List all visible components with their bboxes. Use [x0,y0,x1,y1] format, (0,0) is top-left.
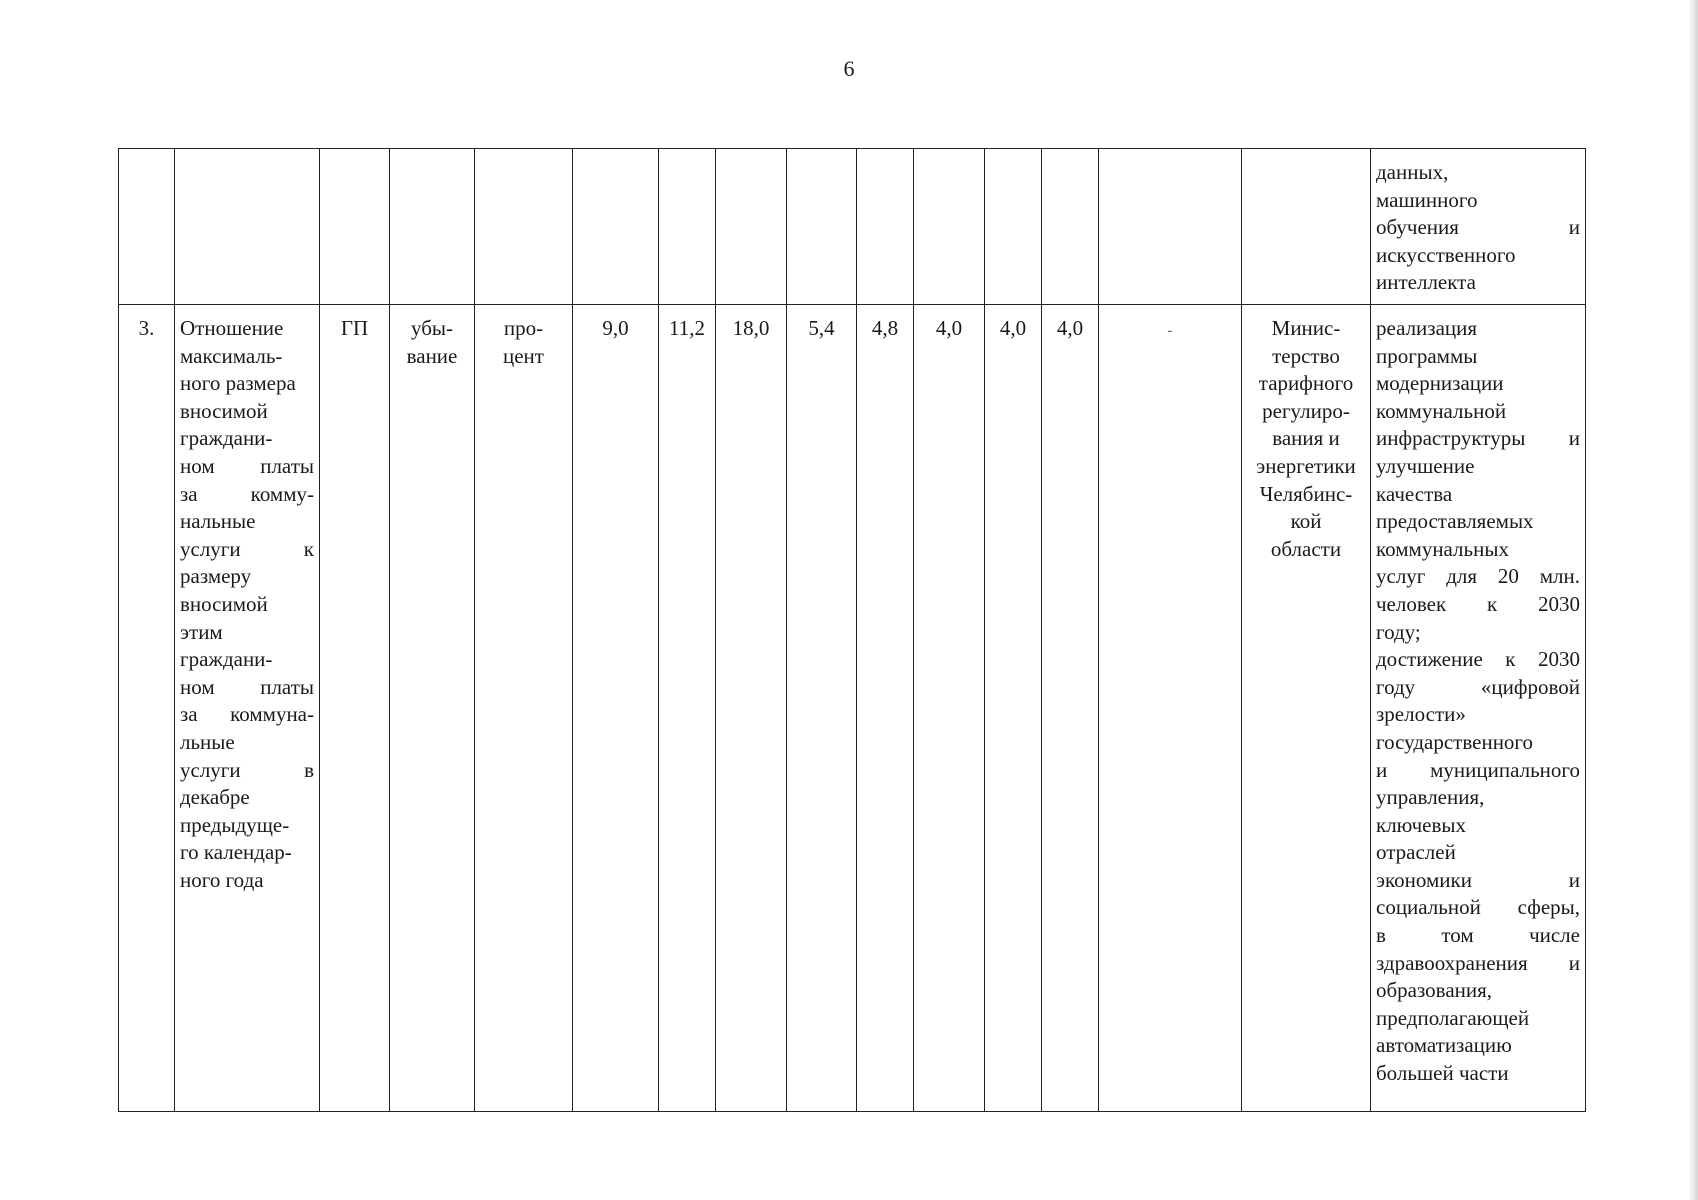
text-line: ного года [180,867,264,892]
text-line: регулиро- [1262,398,1350,423]
text-line: экономики и [1376,867,1580,892]
text-line: услуги к [180,536,314,561]
cell-empty [119,149,175,305]
table-row-continuation [119,149,1586,305]
text-line: вносимой [180,398,268,423]
value-cell: 11,2 [659,305,716,1112]
cell-empty [1242,149,1371,305]
cell-empty [573,149,659,305]
text-line: обучения и [1376,215,1580,240]
value-cell: 9,0 [573,305,659,1112]
text-line: человек к 2030 [1376,591,1580,616]
cell-empty [1042,149,1099,305]
value-cell: 4,8 [857,305,914,1112]
text-line: терство [1272,343,1340,368]
text-line: большей части [1376,1061,1509,1086]
text-line: инфраструктуры и [1376,426,1580,451]
cell-empty [390,149,475,305]
cell-empty [475,149,573,305]
text-line: достижение к 2030 [1376,647,1580,672]
goal-text [1376,315,1580,1088]
text-line: льные [180,729,235,754]
text-line: социальной сферы, [1376,895,1580,920]
text-line: Отношение [180,316,284,340]
row-number: 3. [119,305,175,1112]
text-line: области [1270,536,1342,561]
cell-empty [716,149,787,305]
indicator-name [175,305,320,1112]
goal-continuation-text [1376,159,1580,297]
text-line: зрелости» [1376,702,1466,727]
scan-edge [1688,0,1698,1200]
indicators-table [118,148,1586,1112]
value-cell: 5,4 [787,305,857,1112]
text-line: предоставляемых [1376,509,1534,534]
indicator-name-text [180,315,314,894]
text-line: данных, [1376,160,1449,184]
text-line: го календар- [180,840,292,865]
text-line: кой [1290,509,1322,534]
cell-empty [857,149,914,305]
indicator-unit-text [480,315,567,370]
text-line: машинного [1376,187,1478,212]
text-line: тарифного [1258,371,1354,396]
text-line: году; [1376,619,1421,644]
responsible-text [1247,315,1365,563]
value-cell: 4,0 [1042,305,1099,1112]
text-line: про- [503,316,544,340]
text-line: граждани- [180,426,273,451]
text-line: вносимой [180,591,268,616]
text-line: году «цифровой [1376,674,1580,699]
link-dash: - [1167,322,1173,339]
cell-empty [985,149,1042,305]
text-line: этим [180,619,223,644]
indicator-trend-text [395,315,469,370]
text-line: энергетики [1256,453,1356,478]
text-line: предыдуще- [180,812,290,837]
text-line: отраслей [1376,840,1456,865]
indicator-unit [475,305,573,1112]
value-cell: 18,0 [716,305,787,1112]
text-line: предполагающей [1376,1005,1530,1030]
cell-empty [787,149,857,305]
value-cell: 4,0 [985,305,1042,1112]
text-line: за комму- [180,481,314,506]
text-line: за коммуна- [180,702,314,727]
text-line: максималь- [180,343,283,368]
text-line: коммунальных [1376,536,1509,561]
text-line: ном платы [180,453,314,478]
text-line: нальные [180,509,256,534]
text-line: автоматизацию [1376,1033,1512,1058]
text-line: реализация [1376,316,1478,340]
cell-empty [1099,149,1242,305]
text-line: интеллекта [1376,270,1476,295]
text-line: программы [1376,343,1478,368]
cell-goal-continuation [1371,149,1586,305]
text-line: граждани- [180,647,273,672]
indicator-level: ГП [320,305,390,1112]
text-line: и муниципального [1376,757,1580,782]
text-line: коммунальной [1376,398,1507,423]
text-line: ного размера [180,371,296,396]
text-line: модернизации [1376,371,1504,396]
text-line: управления, [1376,785,1485,810]
text-line: искусственного [1376,242,1516,267]
goal-cell [1371,305,1586,1112]
cell-empty [175,149,320,305]
cell-empty [320,149,390,305]
text-line: услуг для 20 млн. [1376,564,1580,589]
indicator-trend [390,305,475,1112]
text-line: услуги в [180,757,314,782]
text-line: здравоохранения и [1376,950,1580,975]
responsible-cell [1242,305,1371,1112]
page-number: 6 [843,56,855,81]
text-line: Минис- [1271,316,1341,340]
text-line: Челябинс- [1259,481,1353,506]
text-line: государственного [1376,729,1534,754]
text-line: вания и [1272,426,1340,451]
link-cell [1099,305,1242,1112]
cell-empty [659,149,716,305]
text-line: цент [503,343,544,368]
text-line: убы- [410,316,453,340]
table-row [119,305,1586,1112]
text-line: ключевых [1376,812,1466,837]
text-line: качества [1376,481,1453,506]
cell-empty [914,149,985,305]
text-line: улучшение [1376,453,1475,478]
text-line: декабре [180,785,250,810]
text-line: образования, [1376,978,1493,1003]
text-line: размеру [180,564,252,589]
text-line: ном платы [180,674,314,699]
text-line: в том числе [1376,923,1580,948]
value-cell: 4,0 [914,305,985,1112]
text-line: вание [406,343,458,368]
